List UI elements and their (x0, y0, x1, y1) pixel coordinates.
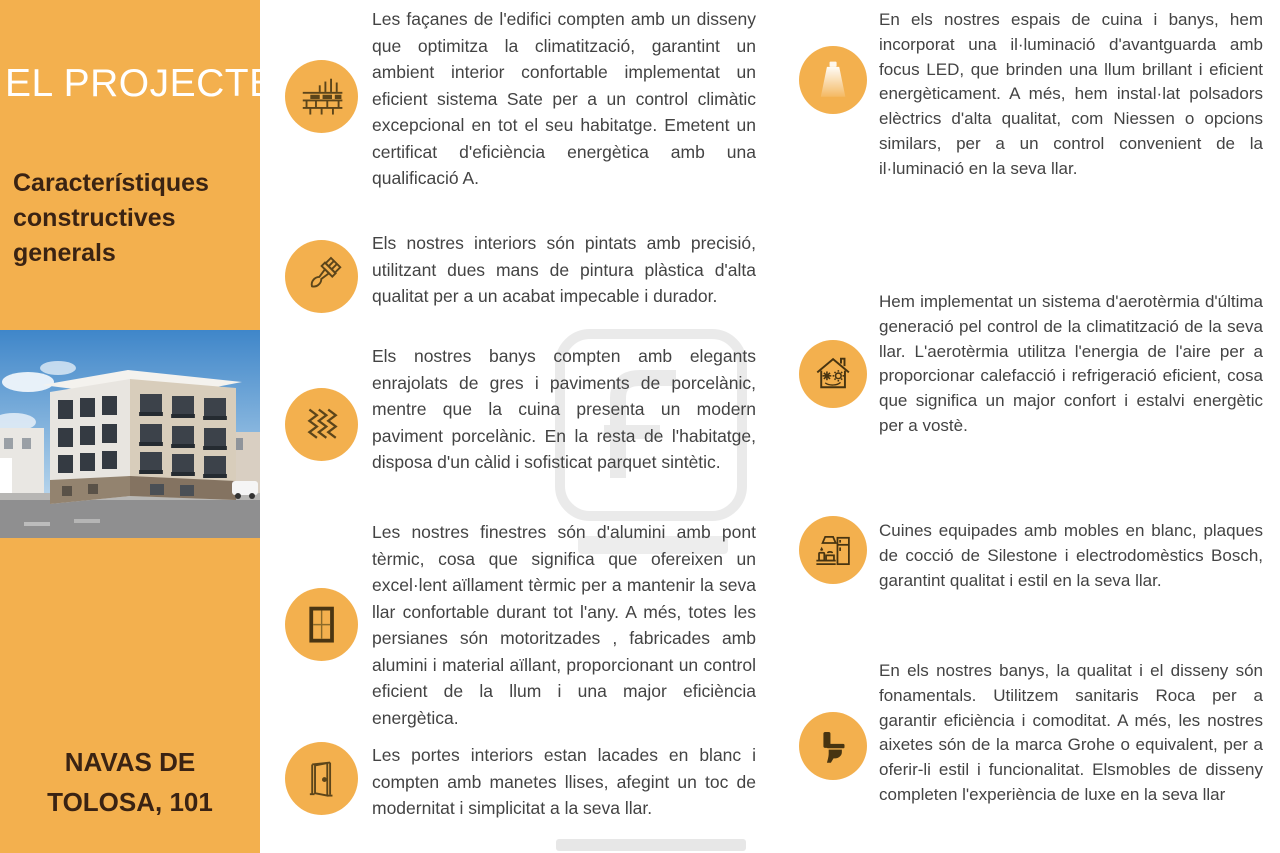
feature-item (799, 46, 867, 114)
building-photo (0, 330, 260, 538)
page-title: EL PROJECTE (5, 62, 276, 105)
house-climate-icon (812, 353, 854, 395)
sidebar (0, 0, 276, 853)
brick-wall-icon (299, 74, 344, 119)
watermark-text-bar (556, 839, 746, 851)
kitchen-icon (812, 529, 854, 571)
feature-item (285, 240, 358, 313)
aerothermics-paragraph: Hem implementat un sistema d'aerotèrmia d'última generació pel control de la climatització de la seva llar. L'aerotèrmia utilitza l'energia de l'aire per a proporcionar calefacció i refrigeració eficient, cosa que significa un major confort i estalvi energètic per a vostè. (879, 292, 1263, 435)
feature-item (799, 516, 867, 584)
flooring-paragraph: Els nostres banys compten amb elegants enrajolats de gres i paviments de porcelànic, mentre que la cuina presenta un modern paviment porcelànic. En la resta de l'habitatge, disposa d'un càlid i sofisticat parquet sintètic. (372, 346, 756, 472)
lamp-light-icon (812, 59, 854, 101)
paintbrush-icon (299, 254, 344, 299)
facade-paragraph: Les façanes de l'edifici compten amb un disseny que optimitza la climatització, garantint un ambient interior confortable implementat un eficient sistema Sate per a un control climàtic excepcional en tot el seu habitatge. Emetent un certificat d'eficiència energètica amb una qualificació A. (372, 9, 756, 188)
bathroom-paragraph: En els nostres banys, la qualitat i el disseny són fonamentals. Utilitzem sanitaris Roca per a garantir eficiència i comoditat. A més, les nostres aixetes són de la marca Grohe o equivalent, per a oferir-li estil i funcionalitat. Elsmobles de disseny completen l'experiència de luxe en la seva llar (879, 661, 1263, 804)
kitchen-paragraph: Cuines equipades amb mobles en blanc, plaques de cocció de Silestone i electrodomèstics Bosch, garantint qualitat i estil en la seva llar. (879, 521, 1263, 590)
feature-item (799, 712, 867, 780)
window-icon (299, 602, 344, 647)
door-icon (299, 756, 344, 801)
project-address: NAVAS DE TOLOSA, 101 (47, 747, 213, 817)
feature-item (285, 388, 358, 461)
feature-item (285, 60, 358, 133)
toilet-icon (812, 725, 854, 767)
windows-paragraph: Les nostres finestres són d'alumini amb pont tèrmic, cosa que significa que ofereixen un excel·lent aïllament tèrmic per a mantenir la seva llar confortable durant tot l'any. A més, totes les persianes són motoritzades , fabricades amb alumini i material aïllant, proporcionant un control eficient de la llum i una major eficiència energètica. (372, 522, 756, 728)
lighting-paragraph: En els nostres espais de cuina i banys, hem incorporat una il·luminació d'avantguarda amb focus LED, que brinden una llum brillant i eficient energèticament. A més, hem instal·lat polsadors elèctrics d'alta qualitat, com Niessen o opcions similars, per a un control convenient de la il·luminació en la seva llar. (879, 10, 1263, 178)
feature-item (285, 588, 358, 661)
feature-item (285, 742, 358, 815)
page-subtitle: Característiques constructives generals (13, 169, 209, 267)
painting-paragraph: Els nostres interiors són pintats amb precisió, utilitzant dues mans de pintura plàstica d'alta qualitat per a un acabat impecable i durador. (372, 233, 756, 306)
doors-paragraph: Les portes interiors estan lacades en blanc i compten amb manetes llises, afegint un toc de modernitat i simplicitat a la seva llar. (372, 745, 756, 818)
parquet-herringbone-icon (299, 402, 344, 447)
feature-item (799, 340, 867, 408)
